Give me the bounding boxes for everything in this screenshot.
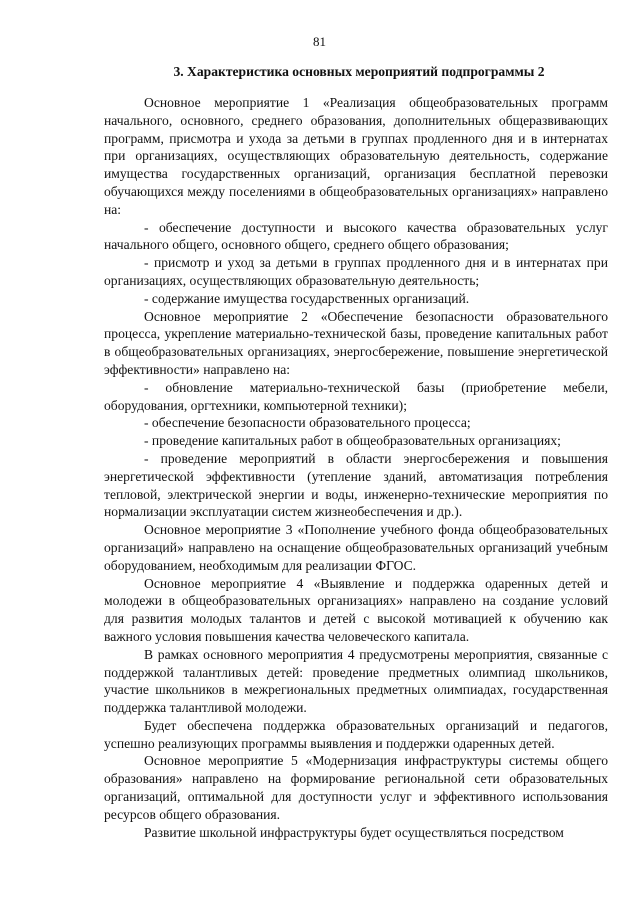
list-item: - содержание имущества государственных организаций. (144, 290, 470, 306)
paragraph: В рамках основного мероприятия 4 предусмотрены мероприятия, связанные с поддержкой талантливых детей: проведение предметных олимпиад школьников, участие школьников в межрегиональных предметных олимпиадах, государственная поддержка талантливой молодежи. (104, 646, 608, 716)
list-item: - проведение капитальных работ в общеобразовательных организациях; (144, 433, 561, 449)
body-text (104, 94, 608, 841)
list-item: - обеспечение доступности и высокого качества образовательных услуг начального общего, основного общего, среднего общего образования; (104, 219, 608, 253)
list-item: - обновление материально-технической базы (приобретение мебели, оборудования, оргтехники, компьютерной техники); (104, 379, 608, 413)
paragraph: Развитие школьной инфраструктуры будет осуществляться посредством (144, 824, 564, 840)
list-item: - присмотр и уход за детьми в группах продленного дня и в интернатах при организациях, осуществляющих образовательную деятельность; (104, 255, 608, 288)
list-item: - проведение мероприятий в области энергосбережения и повышения энергетической эффективности (утепление зданий, автоматизация потребления тепловой, электрической энергии и воды, инженерно-технические мероприятия по нормализации эксплуатации систем жизнеобеспечения и др.). (104, 450, 608, 520)
section-heading: 3. Характеристика основных мероприятий подпрограммы 2 (173, 64, 545, 79)
paragraph-event-1: Основное мероприятие 1 «Реализация общеобразовательных программ начального, основного, среднего образования, дополнительных общеразвивающих программ, присмотра и ухода за детьми в группах продленного дня и в интернатах при организациях, осуществляющих образовательную деятельность, содержание имущества государственных организаций, организация бесплатной перевозки обучающихся между поселениями в общеобразовательных организациях» направлено на: (104, 95, 608, 217)
paragraph-event-3: Основное мероприятие 3 «Пополнение учебного фонда общеобразовательных организаций» направлено на оснащение общеобразовательных организаций учебным оборудованием, необходимым для реализации ФГОС. (104, 522, 608, 573)
paragraph-event-5: Основное мероприятие 5 «Модернизация инфраструктуры системы общего образования» направлено на формирование региональной сети образовательных организаций, оптимальной для доступности услуг и эффективного использования ресурсов общего образования. (104, 753, 608, 822)
paragraph-event-4: Основное мероприятие 4 «Выявление и поддержка одаренных детей и молодежи в общеобразовательных организациях» направлено на создание условий для развития молодых талантов и детей с высокой мотивацией к обучению как важного условия повышения качества человеческого капитала. (104, 575, 608, 644)
paragraph-event-2: Основное мероприятие 2 «Обеспечение безопасности образовательного процесса, укрепление материально-технической базы, проведение капитальных работ в общеобразовательных организациях, энергосбережение, повышение энергетической эффективности» направлено на: (104, 308, 608, 377)
list-item: - обеспечение безопасности образовательного процесса; (144, 415, 471, 431)
page-number: 81 (313, 34, 326, 49)
paragraph: Будет обеспечена поддержка образовательных организаций и педагогов, успешно реализующих программы выявления и поддержки одаренных детей. (104, 717, 608, 751)
